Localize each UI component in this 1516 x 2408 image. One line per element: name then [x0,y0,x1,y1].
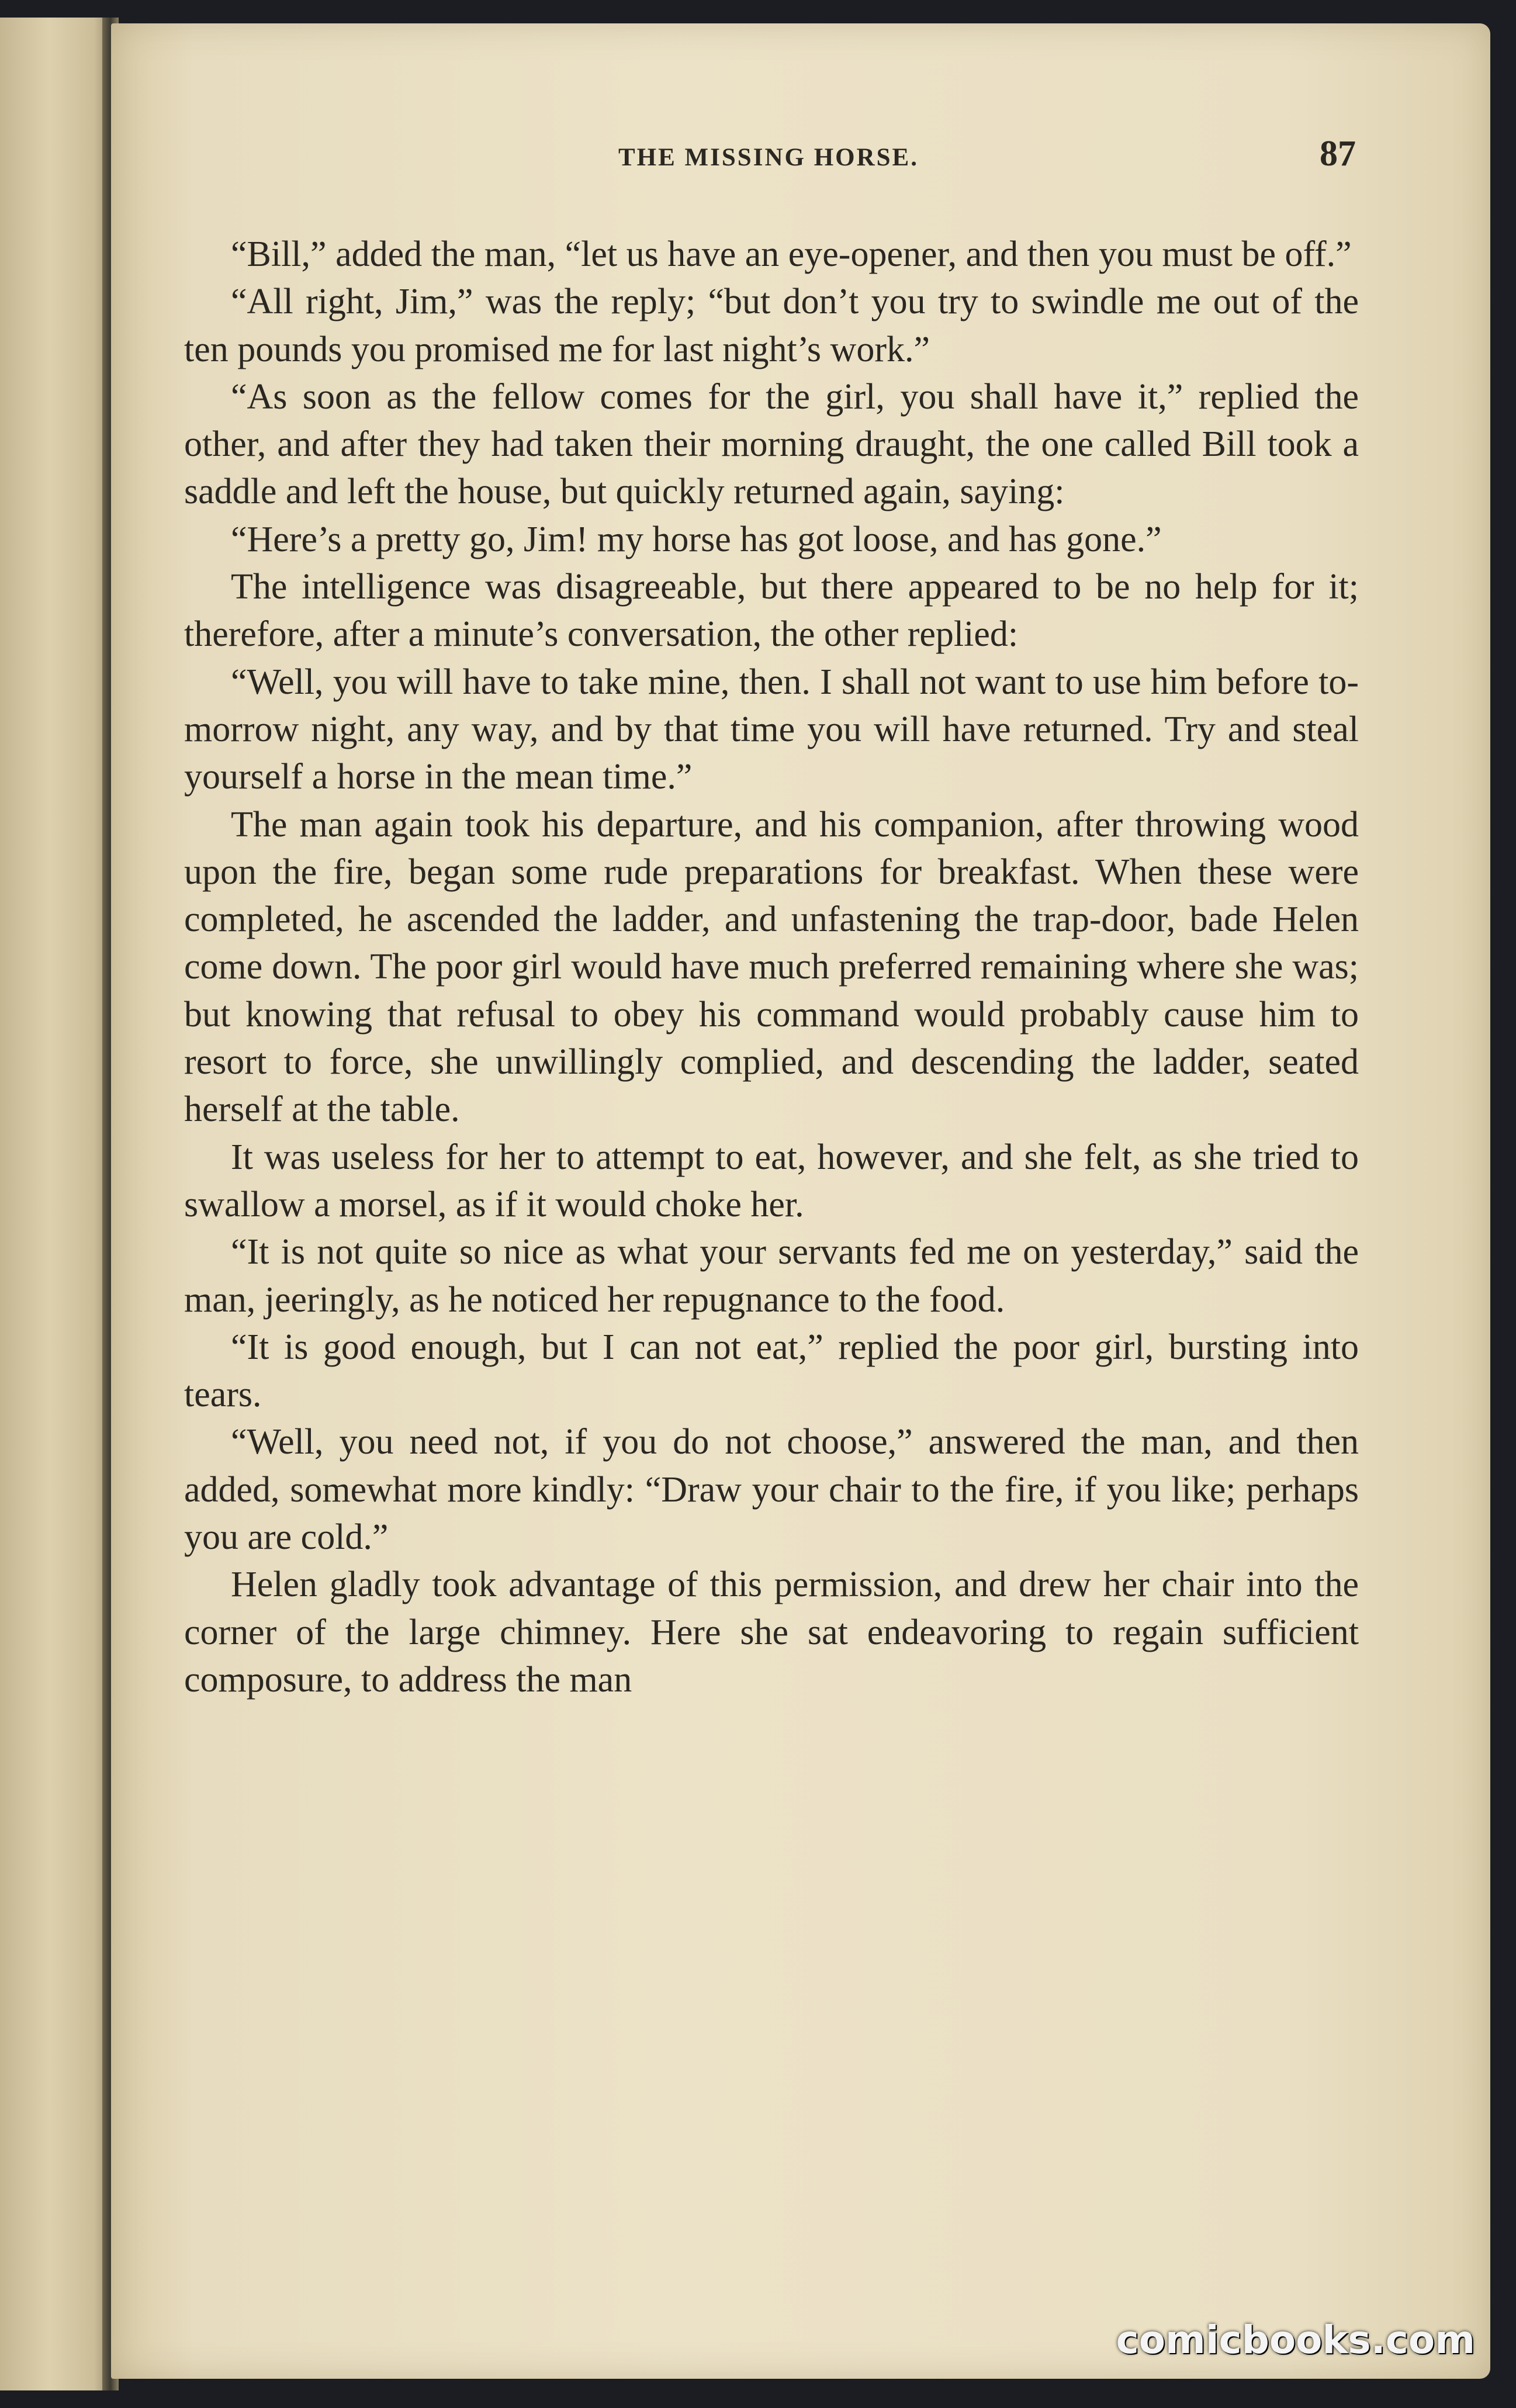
paragraph: “Well, you will have to take mine, then. I shall not want to use him before to-morrow night, any way, and by that time you will have returned. Try and steal yourself a horse in the mean time.” [184,662,1359,797]
book-page [111,23,1490,2379]
paragraph: “Well, you need not, if you do not choose,” answered the man, and then added, somewhat more kindly: “Draw your chair to the fire, if you like; perhaps you are cold.” [184,1422,1359,1558]
paragraph: “Bill,” added the man, “let us have an eye-opener, and then you must be off.” [231,234,1352,274]
facing-page-edge [0,18,111,2390]
paragraph: “It is good enough, but I can not eat,” replied the poor girl, bursting into tears. [184,1327,1359,1415]
body-text [184,231,1359,1704]
page-header [181,111,1356,175]
paragraph: Helen gladly took advantage of this permission, and drew her chair into the corner of the large chimney. Here she sat endeavoring to regain sufficient composure, to address the man [184,1565,1359,1700]
paragraph: “All right, Jim,” was the reply; “but don’t you try to swindle me out of the ten pounds you promised me for last night’s work.” [184,282,1359,369]
page-number: 87 [1320,134,1356,174]
paragraph: The intelligence was disagreeable, but there appeared to be no help for it; therefore, after a minute’s conversation, the other replied: [184,567,1359,655]
paragraph: The man again took his departure, and his companion, after throwing wood upon the fire, began some rude preparations for breakfast. When these were completed, he ascended the ladder, and unfastening the trap-door, bade Helen come down. The poor girl would have much preferred remaining where she was; but knowing that refusal to obey his command would probably cause him to resort to force, she unwillingly complied, and descending the ladder, seated herself at the table. [184,804,1359,1130]
watermark: comicbooks.com [1116,2317,1475,2362]
running-title: THE MISSING HORSE. [618,144,919,171]
paragraph: “Here’s a pretty go, Jim! my horse has got loose, and has gone.” [231,519,1162,559]
paragraph: “As soon as the fellow comes for the girl, you shall have it,” replied the other, and after they had taken their morning draught, the one called Bill took a saddle and left the house, but quickly returned again, saying: [184,376,1359,512]
paragraph: “It is not quite so nice as what your servants fed me on yesterday,” said the man, jeeringly, as he noticed her repugnance to the food. [184,1232,1359,1320]
paragraph: It was useless for her to attempt to eat, however, and she felt, as she tried to swallow a morsel, as if it would choke her. [184,1137,1359,1224]
